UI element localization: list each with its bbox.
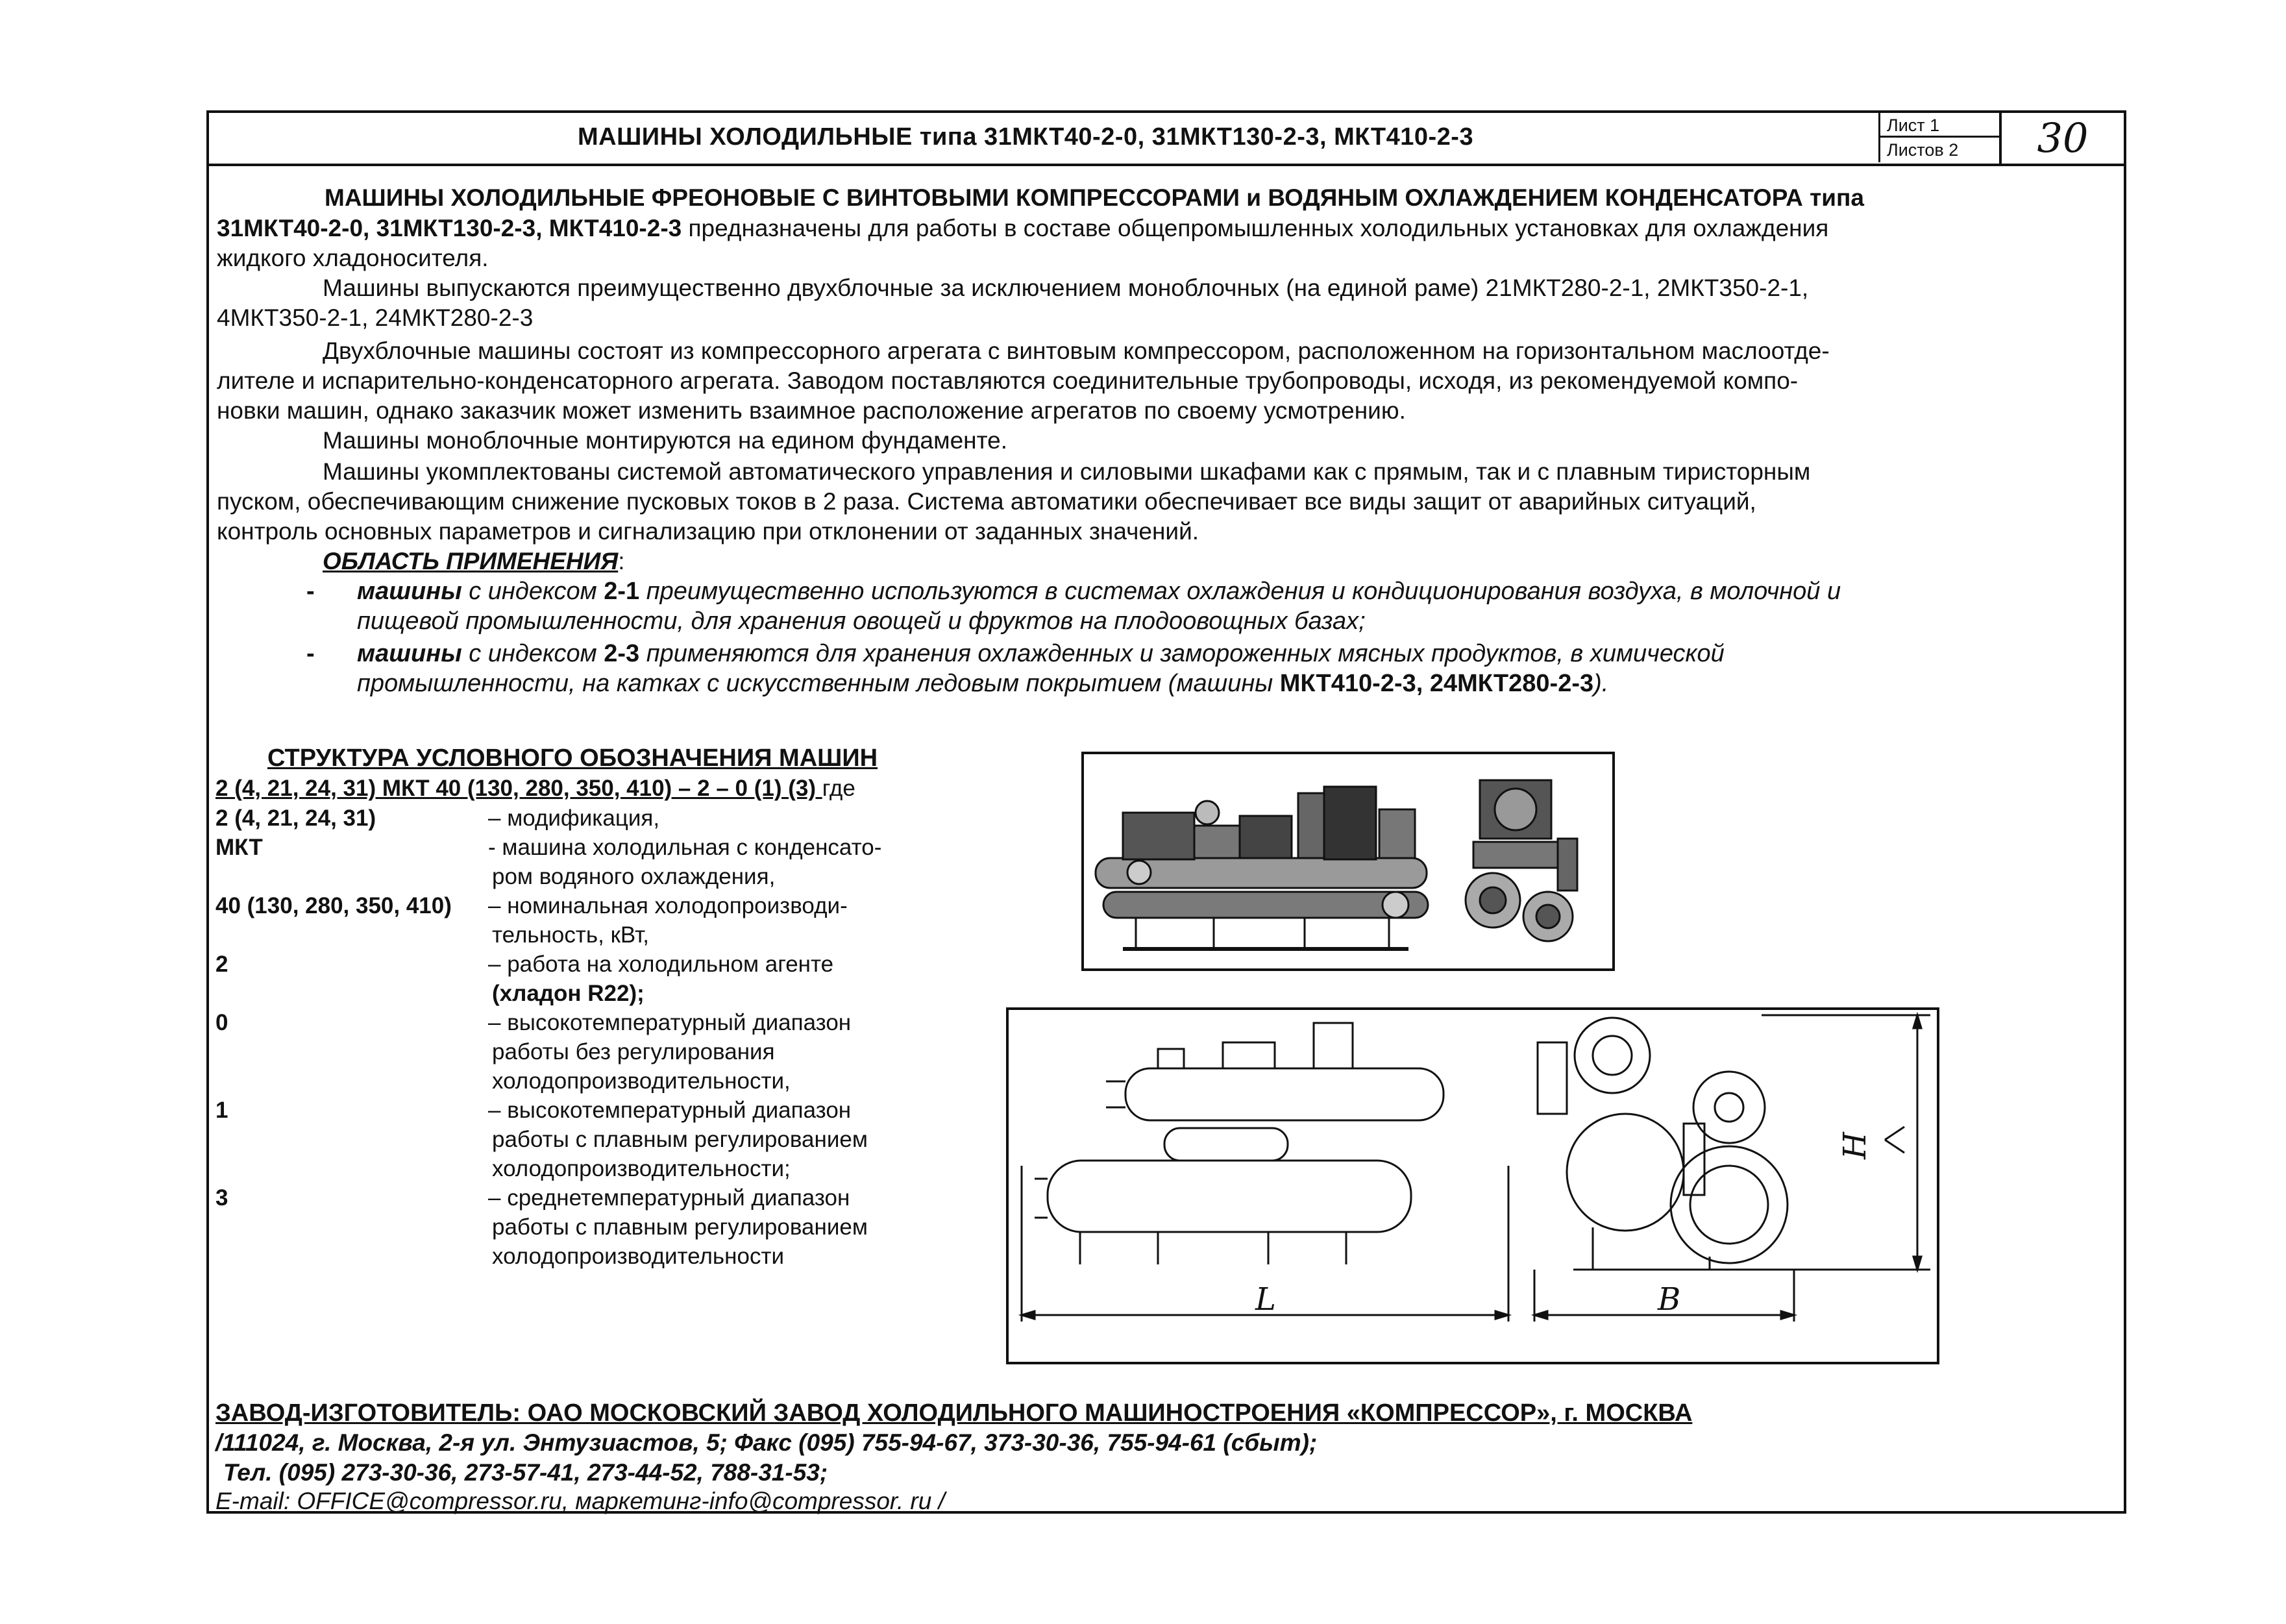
item1-a: с индексом <box>461 578 604 605</box>
item2-a: с индексом <box>461 640 604 667</box>
structure-code: 2 (4, 21, 24, 31) <box>215 806 376 831</box>
bullet-dash-2: - <box>306 640 315 667</box>
machine-photo-illustration <box>1084 754 1612 968</box>
para5-line1: Машины укомплектованы системой автоматического управления и силовыми шкафами как с прямым, так и с плавным тиристорным <box>323 458 1811 485</box>
application-title: ОБЛАСТЬ ПРИМЕНЕНИЯ <box>323 548 619 574</box>
structure-description: работы без регулирования <box>492 1039 775 1064</box>
header-title: МАШИНЫ ХОЛОДИЛЬНЫЕ типа 31МКТ40-2-0, 31МКТ130-2-3, МКТ410-2-3 <box>578 123 1474 151</box>
structure-description: тельность, кВт, <box>492 922 649 948</box>
application-item-2 <box>357 639 1725 669</box>
formula: 2 (4, 21, 24, 31) МКТ 40 (130, 280, 350, 410) – 2 – 0 (1) (3) <box>215 776 822 801</box>
structure-description: – номинальная холодопроизводи- <box>488 893 848 918</box>
para2-line2: 4МКТ350-2-1, 24МКТ280-2-3 <box>217 304 534 331</box>
item2-line2: промышленности, на катках с искусственным ледовым покрытием (машины <box>357 670 1280 697</box>
manufacturer-email: E-mail: OFFICE@compressor.ru, маркетинг-info@compressor. ru / <box>215 1488 945 1514</box>
intro-heading: МАШИНЫ ХОЛОДИЛЬНЫЕ ФРЕОНОВЫЕ С ВИНТОВЫМИ КОМПРЕССОРАМИ и ВОДЯНЫМ ОХЛАЖДЕНИЕМ КОНДЕНСАТОРА типа <box>325 184 1864 211</box>
structure-description: – среднетемпературный диапазон <box>488 1185 850 1211</box>
dimension-drawing-illustration <box>1009 1010 1937 1362</box>
para3-line2: лителе и испарительно-конденсаторного агрегата. Заводом поставляются соединительные трубопроводы, исходя, из рекомендуемой компо- <box>217 367 1799 394</box>
manufacturer-title: ЗАВОД-ИЗГОТОВИТЕЛЬ: ОАО МОСКОВСКИЙ ЗАВОД ХОЛОДИЛЬНОГО МАШИНОСТРОЕНИЯ «КОМПРЕССОР», г. МОСКВА <box>215 1399 1693 1427</box>
structure-description: (хладон R22); <box>492 981 645 1006</box>
manufacturer-phone: Тел. (095) 273-30-36, 273-57-41, 273-44-52, 788-31-53; <box>223 1459 828 1486</box>
structure-code: 1 <box>215 1098 228 1123</box>
structure-code: МКТ <box>215 835 263 860</box>
structure-formula <box>215 774 855 803</box>
para3-line3: новки машин, однако заказчик может изменить взаимное расположение агрегатов по своему усмотрению. <box>217 397 1406 424</box>
intro-purpose: предназначены для работы в составе общепромышленных холодильных установках для охлаждения <box>682 215 1829 241</box>
application-colon: : <box>618 548 625 574</box>
dimension-L-label: L <box>1255 1281 1276 1318</box>
structure-description: – высокотемпературный диапазон <box>488 1010 852 1035</box>
dimension-H-label: H <box>1837 1132 1873 1159</box>
item1-bold: машины <box>357 578 462 605</box>
item2-b: применяются для хранения охлажденных и замороженных мясных продуктов, в химической <box>639 640 1725 667</box>
structure-code: 2 <box>215 952 228 977</box>
sheet-number-box <box>1878 113 2124 164</box>
para3-line1: Двухблочные машины состоят из компрессорного агрегата с винтовым компрессором, расположенном на горизонтальном маслоотде- <box>323 338 1830 364</box>
structure-description: холодопроизводительности; <box>492 1156 791 1181</box>
item2-end: ). <box>1593 670 1609 697</box>
application-item-1-line2: пищевой промышленности, для хранения овощей и фруктов на плодоовощных базах; <box>357 608 1366 635</box>
structure-code: 3 <box>215 1185 228 1211</box>
intro-models: 31МКТ40-2-0, 31МКТ130-2-3, МКТ410-2-3 <box>217 215 682 241</box>
structure-description: холодопроизводительности <box>492 1244 785 1269</box>
para5-line2: пуском, обеспечивающим снижение пусковых токов в 2 раза. Система автоматики обеспечивает все виды защит от аварийных ситуаций, <box>217 488 1756 515</box>
structure-description: – высокотемпературный диапазон <box>488 1098 852 1123</box>
item1-b: преимущественно используются в системах охлаждения и кондиционирования воздуха, в молочной и <box>639 578 1841 605</box>
machine-photo <box>1081 752 1615 971</box>
item1-index: 2-1 <box>604 578 640 605</box>
application-item-1 <box>357 576 1841 606</box>
sheets-total-label: Листов 2 <box>1878 138 1999 162</box>
page-number: 30 <box>1999 113 2124 164</box>
dimension-B-label: B <box>1658 1281 1681 1318</box>
para2-line1: Машины выпускаются преимущественно двухблочные за исключением моноблочных (на единой раме) 21МКТ280-2-1, 2МКТ350-2-1, <box>323 275 1809 301</box>
para5-line3: контроль основных параметров и сигнализацию при отклонении от заданных значений. <box>217 518 1199 545</box>
application-item-2-line2 <box>357 669 1608 698</box>
manufacturer-address: /111024, г. Москва, 2-я ул. Энтузиастов, 5; Факс (095) 755-94-67, 373-30-36, 755-94-61 (сбыт); <box>215 1429 1318 1456</box>
bullet-dash-1: - <box>306 578 315 605</box>
structure-title: СТРУКТУРА УСЛОВНОГО ОБОЗНАЧЕНИЯ МАШИН <box>267 744 878 772</box>
structure-description: – работа на холодильном агенте <box>488 952 834 977</box>
structure-description: работы с плавным регулированием <box>492 1127 868 1152</box>
dimension-drawing <box>1006 1007 1939 1364</box>
structure-description: – модификация, <box>488 806 660 831</box>
item2-models: МКТ410-2-3, 24МКТ280-2-3 <box>1279 670 1594 697</box>
datasheet-frame <box>206 110 2126 1514</box>
structure-code: 40 (130, 280, 350, 410) <box>215 893 452 918</box>
intro-line-2 <box>217 214 1828 243</box>
sheet-header <box>209 113 2124 166</box>
structure-description: холодопроизводительности, <box>492 1068 791 1094</box>
structure-description: работы с плавным регулированием <box>492 1214 868 1240</box>
structure-description: - машина холодильная с конденсато- <box>488 835 882 860</box>
sheet-label: Лист 1 <box>1878 113 1999 138</box>
item2-index: 2-3 <box>604 640 640 667</box>
application-heading <box>323 547 625 576</box>
formula-where: где <box>822 776 855 801</box>
item2-bold: машины <box>357 640 462 667</box>
structure-description: ром водяного охлаждения, <box>492 864 776 889</box>
structure-code: 0 <box>215 1010 228 1035</box>
intro-line-3: жидкого хладоносителя. <box>217 245 489 271</box>
para4: Машины моноблочные монтируются на едином фундаменте. <box>323 427 1007 454</box>
